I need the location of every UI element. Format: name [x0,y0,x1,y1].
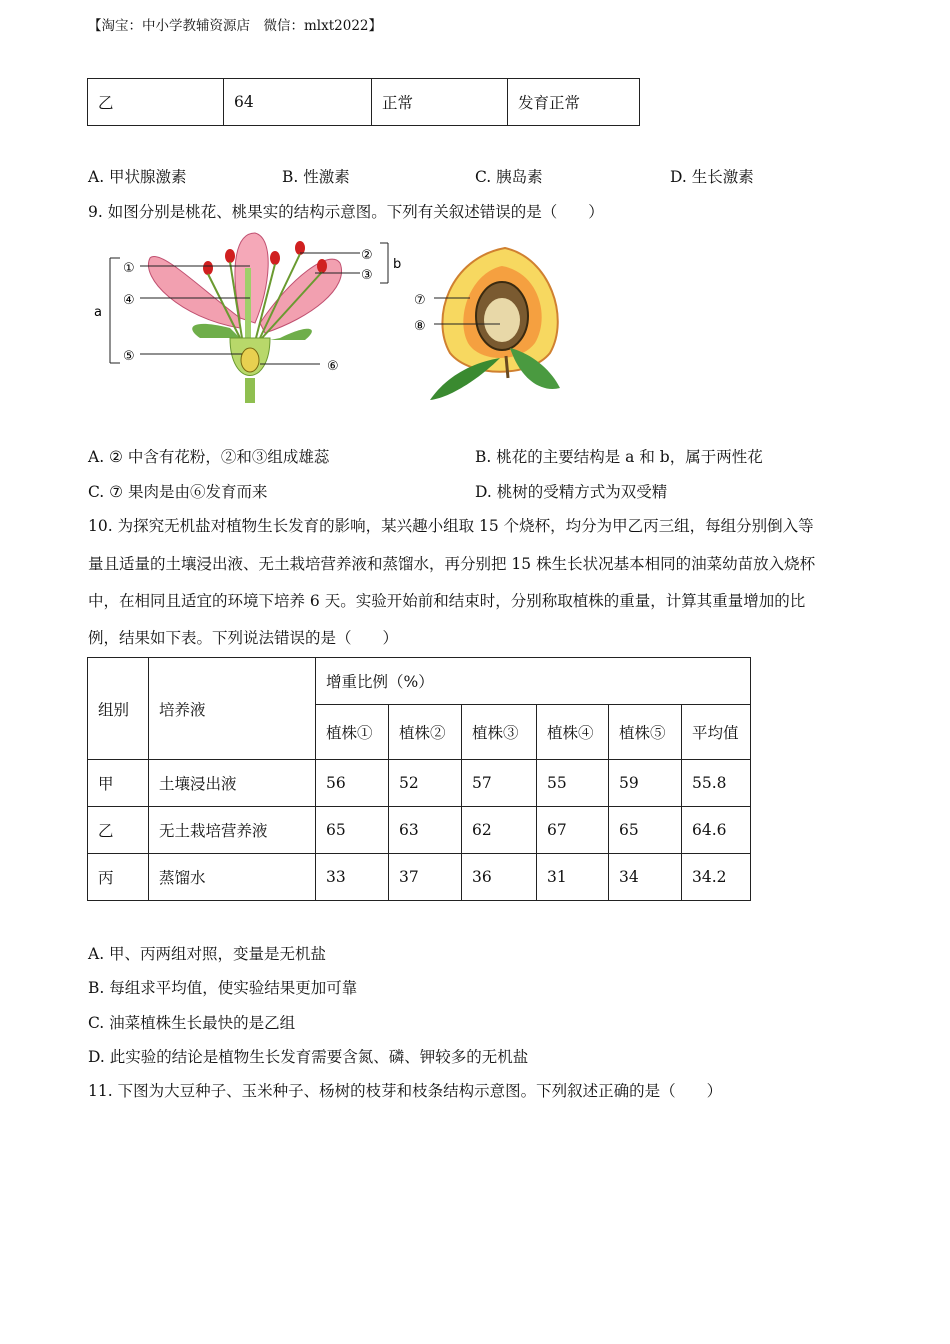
table-row [88,854,751,901]
table-cell: 59 [609,760,682,807]
peach-fruit-diagram [410,238,570,408]
fruit-label-8: ⑧ [414,319,426,334]
peach-flower-diagram [90,228,420,408]
q8-option-d: D. 生长激素 [670,168,754,186]
table-cell: 63 [389,807,462,854]
subheader-cell: 植株① [316,705,389,760]
table-cell: 31 [537,854,609,901]
header-medium: 培养液 [149,658,316,760]
top-table-fragment [87,78,640,126]
q10-stem-line-4: 例，结果如下表。下列说法错误的是（ ） [88,629,399,647]
table-row [88,760,751,807]
table-cell: 37 [389,854,462,901]
table-cell: 56 [316,760,389,807]
table-cell: 65 [609,807,682,854]
table-cell: 无土栽培营养液 [149,807,316,854]
flower-label-5: ⑤ [123,349,135,364]
table-cell: 67 [537,807,609,854]
subheader-cell: 植株⑤ [609,705,682,760]
table-row [88,807,751,854]
table-cell: 土壤浸出液 [149,760,316,807]
q8-option-a: A. 甲状腺激素 [88,168,187,186]
table-cell: 乙 [88,79,224,126]
table-cell: 65 [316,807,389,854]
table-cell: 55 [537,760,609,807]
table-cell: 36 [462,854,537,901]
subheader-cell: 植株④ [537,705,609,760]
subheader-cell: 平均值 [682,705,751,760]
table-cell: 甲 [88,760,149,807]
table-cell: 发育正常 [508,79,640,126]
flower-label-6: ⑥ [327,359,339,374]
q8-option-c: C. 胰岛素 [475,168,543,186]
flower-label-b: b [393,257,402,272]
q9-stem: 9. 如图分别是桃花、桃果实的结构示意图。下列有关叙述错误的是（ ） [88,203,604,221]
q9-option-b: B. 桃花的主要结构是 a 和 b，属于两性花 [475,448,763,466]
flower-label-4: ④ [123,293,135,308]
table-cell: 正常 [372,79,508,126]
q10-option-d: D. 此实验的结论是植物生长发育需要含氮、磷、钾较多的无机盐 [88,1048,529,1066]
table-cell: 34 [609,854,682,901]
q10-stem-line-1: 10. 为探究无机盐对植物生长发育的影响，某兴趣小组取 15 个烧杯，均分为甲乙丙三组，每组分别倒入等 [88,517,814,535]
table-cell: 57 [462,760,537,807]
flower-label-a: a [94,305,102,320]
table-cell: 33 [316,854,389,901]
table-cell: 蒸馏水 [149,854,316,901]
table-cell: 乙 [88,807,149,854]
q11-stem: 11. 下图为大豆种子、玉米种子、杨树的枝芽和枝条结构示意图。下列叙述正确的是（ ） [88,1082,723,1100]
table-cell: 34.2 [682,854,751,901]
table-cell: 64.6 [682,807,751,854]
q10-option-c: C. 油菜植株生长最快的是乙组 [88,1014,296,1032]
q8-option-b: B. 性激素 [282,168,350,186]
table-row [88,658,751,705]
header-gain: 增重比例（%） [316,658,751,705]
table-cell: 55.8 [682,760,751,807]
header-group: 组别 [88,658,149,760]
q10-option-a: A. 甲、丙两组对照，变量是无机盐 [88,945,327,963]
subheader-cell: 植株③ [462,705,537,760]
flower-label-2: ② [361,248,373,263]
flower-label-3: ③ [361,268,373,283]
page-header: 【淘宝：中小学教辅资源店 微信：mlxt2022】 [88,18,383,34]
flower-label-1: ① [123,261,135,276]
q9-option-c: C. ⑦ 果肉是由⑥发育而来 [88,483,268,501]
q10-option-b: B. 每组求平均值，使实验结果更加可靠 [88,979,358,997]
q10-stem-line-2: 量且适量的土壤浸出液、无土栽培营养液和蒸馏水，再分别把 15 株生长状况基本相同的油菜幼苗放入烧杯 [88,555,816,573]
table-cell: 丙 [88,854,149,901]
fruit-label-7: ⑦ [414,293,426,308]
q10-results-table [87,657,751,901]
table-row [88,79,640,126]
q9-option-a: A. ② 中含有花粉，②和③组成雄蕊 [88,448,330,466]
table-cell: 62 [462,807,537,854]
subheader-cell: 植株② [389,705,462,760]
q9-option-d: D. 桃树的受精方式为双受精 [475,483,668,501]
table-cell: 52 [389,760,462,807]
q10-stem-line-3: 中，在相同且适宜的环境下培养 6 天。实验开始前和结束时，分别称取植株的重量，计算其重量增加的比 [88,592,806,610]
table-cell: 64 [224,79,372,126]
